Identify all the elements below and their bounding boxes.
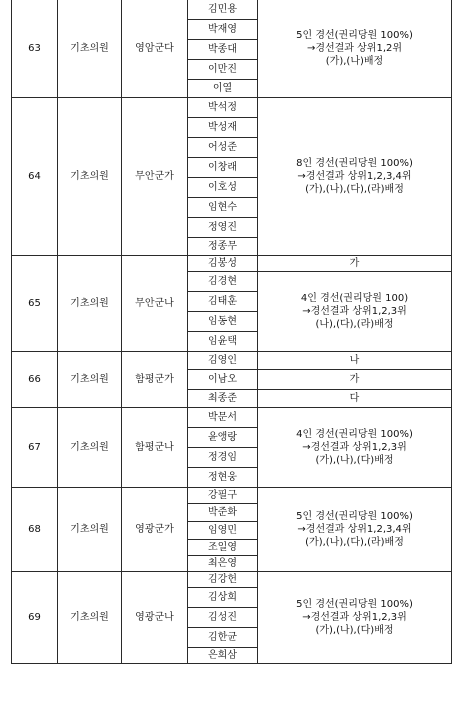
- allocation-note-cell: [258, 98, 452, 256]
- candidate-name-cell: 강필구: [188, 488, 258, 504]
- group-number-cell: 65: [12, 256, 58, 352]
- candidate-name-cell: 박재영: [188, 20, 258, 40]
- note-line: 5인 경선(권리당원 100%): [296, 30, 413, 41]
- council-type-cell: 기초의원: [58, 98, 122, 256]
- allocation-note-cell: [258, 572, 452, 664]
- candidate-name-cell: 조일영: [188, 540, 258, 556]
- note-line: (가),(나),(다)배정: [315, 625, 394, 636]
- group-number-cell: 66: [12, 352, 58, 408]
- allocation-note-cell: [258, 272, 452, 352]
- district-cell: 함평군가: [122, 352, 188, 408]
- candidate-name-cell: 정현웅: [188, 468, 258, 488]
- candidate-table: [11, 0, 452, 664]
- candidate-name-cell: 김봉성: [188, 256, 258, 272]
- candidate-name-cell: 박문서: [188, 408, 258, 428]
- candidate-name-cell: 최은영: [188, 556, 258, 572]
- note-line: 4인 경선(권리당원 100): [300, 293, 409, 304]
- candidate-name-cell: 박성재: [188, 118, 258, 138]
- group-number-cell: 68: [12, 488, 58, 572]
- candidate-name-cell: 임현수: [188, 198, 258, 218]
- candidate-name-cell: 이남오: [188, 370, 258, 390]
- note-line: (가),(나)배정: [325, 56, 384, 67]
- candidate-name-cell: 이호성: [188, 178, 258, 198]
- candidate-name-cell: 김상희: [188, 588, 258, 608]
- candidate-name-cell: 임동현: [188, 312, 258, 332]
- candidate-name-cell: 임영민: [188, 522, 258, 540]
- group-number-cell: 69: [12, 572, 58, 664]
- candidate-name-cell: 이열: [188, 80, 258, 98]
- candidate-name-cell: 은희삼: [188, 648, 258, 664]
- candidate-name-cell: 박준화: [188, 504, 258, 522]
- allocation-note-cell: [258, 408, 452, 488]
- note-line: (가),(나),(다),(라)배정: [305, 184, 404, 195]
- note-line: →경선결과 상위1,2,3위: [302, 442, 407, 453]
- district-cell: 무안군나: [122, 256, 188, 352]
- candidate-name-cell: 임윤택: [188, 332, 258, 352]
- note-line: →경선결과 상위1,2,3,4위: [297, 524, 412, 535]
- candidate-name-cell: 이창래: [188, 158, 258, 178]
- note-line: →경선결과 상위1,2,3,4위: [297, 171, 412, 182]
- group-number-cell: 64: [12, 98, 58, 256]
- table-row: [12, 572, 452, 588]
- allocation-slot-cell: 가: [258, 256, 452, 272]
- allocation-slot-cell: 가: [258, 370, 452, 390]
- note-line: 5인 경선(권리당원 100%): [296, 599, 413, 610]
- allocation-note-cell: [258, 0, 452, 98]
- group-number-cell: 63: [12, 0, 58, 98]
- candidate-name-cell: 박석정: [188, 98, 258, 118]
- allocation-slot-cell: 나: [258, 352, 452, 370]
- council-type-cell: 기초의원: [58, 352, 122, 408]
- candidate-name-cell: 최종준: [188, 390, 258, 408]
- district-cell: 영광군가: [122, 488, 188, 572]
- council-type-cell: 기초의원: [58, 0, 122, 98]
- note-line: 5인 경선(권리당원 100%): [296, 511, 413, 522]
- council-type-cell: 기초의원: [58, 256, 122, 352]
- note-line: (나),(다),(라)배정: [315, 319, 394, 330]
- note-line: →경선결과 상위1,2위: [306, 43, 403, 54]
- candidate-name-cell: 이만진: [188, 60, 258, 80]
- candidate-name-cell: 윤앵랑: [188, 428, 258, 448]
- note-line: →경선결과 상위1,2,3위: [302, 306, 407, 317]
- candidate-name-cell: 정경임: [188, 448, 258, 468]
- candidate-name-cell: 김한균: [188, 628, 258, 648]
- council-type-cell: 기초의원: [58, 408, 122, 488]
- candidate-name-cell: 김태훈: [188, 292, 258, 312]
- table-row: [12, 256, 452, 272]
- council-type-cell: 기초의원: [58, 572, 122, 664]
- table-row: [12, 98, 452, 118]
- candidate-name-cell: 김경현: [188, 272, 258, 292]
- candidate-name-cell: 정종무: [188, 238, 258, 256]
- table-row: [12, 352, 452, 370]
- district-cell: 함평군나: [122, 408, 188, 488]
- district-cell: 무안군가: [122, 98, 188, 256]
- note-line: (가),(나),(다),(라)배정: [305, 537, 404, 548]
- table-row: [12, 408, 452, 428]
- candidate-name-cell: 어성준: [188, 138, 258, 158]
- note-line: (가),(나),(다)배정: [315, 455, 394, 466]
- table-body: [12, 0, 452, 664]
- council-type-cell: 기초의원: [58, 488, 122, 572]
- district-cell: 영광군나: [122, 572, 188, 664]
- candidate-name-cell: 정영진: [188, 218, 258, 238]
- group-number-cell: 67: [12, 408, 58, 488]
- allocation-slot-cell: 다: [258, 390, 452, 408]
- table-row: [12, 488, 452, 504]
- note-line: →경선결과 상위1,2,3위: [302, 612, 407, 623]
- table-row: [12, 0, 452, 20]
- allocation-note-cell: [258, 488, 452, 572]
- note-line: 4인 경선(권리당원 100%): [296, 429, 413, 440]
- candidate-name-cell: 김강헌: [188, 572, 258, 588]
- candidate-name-cell: 김성진: [188, 608, 258, 628]
- candidate-name-cell: 박종대: [188, 40, 258, 60]
- note-line: 8인 경선(권리당원 100%): [296, 158, 413, 169]
- district-cell: 영암군다: [122, 0, 188, 98]
- candidate-name-cell: 김민용: [188, 0, 258, 20]
- candidate-name-cell: 김영인: [188, 352, 258, 370]
